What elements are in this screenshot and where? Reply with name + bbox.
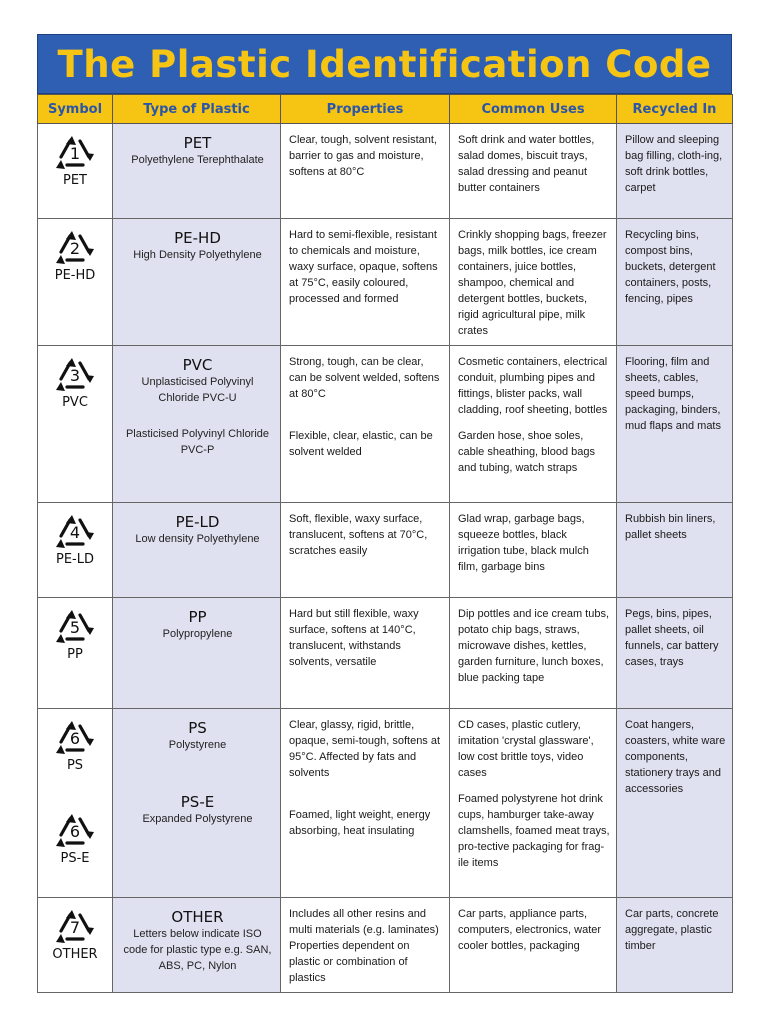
symbol-label: PP [67, 647, 83, 662]
uses-cell [450, 503, 617, 598]
header-uses: Common Uses [450, 95, 617, 124]
properties-cell [281, 124, 450, 219]
symbol-item [40, 717, 110, 774]
properties-cell [281, 346, 450, 503]
header-symbol: Symbol [38, 95, 113, 124]
type-cell [113, 346, 281, 503]
recycled-text: Pegs, bins, pipes, pallet sheets, oil funnels, car battery cases, trays [625, 608, 719, 668]
symbol-item [40, 606, 110, 663]
type-name: PS [188, 719, 207, 737]
type-block [121, 513, 274, 547]
type-name: PE-LD [175, 513, 220, 531]
symbol-label: PE-HD [54, 268, 96, 283]
symbol-item [40, 511, 110, 568]
symbol-cell [38, 346, 113, 503]
uses-cell [450, 124, 617, 219]
title-bar [37, 34, 732, 94]
recycle-triangle-icon [52, 227, 98, 267]
recycled-text: Car parts, concrete aggregate, plastic timber [625, 908, 719, 952]
header-row [38, 95, 733, 124]
type-desc: Polyethylene Terephthalate [131, 154, 264, 166]
type-name: PS-E [180, 793, 215, 811]
properties-text: Soft, flexible, waxy surface, translucent, softens at 70°C, scratches easily [289, 513, 428, 557]
type-desc: Expanded Polystyrene [142, 813, 253, 825]
table-body [38, 124, 733, 993]
recycled-cell [617, 598, 733, 709]
properties-text: Hard to semi-flexible, resistant to chemicals and moisture, waxy surface, opaque, softens at 75°C, easily coloured, processed and formed [289, 229, 438, 305]
recycled-text: Recycling bins, compost bins, buckets, detergent containers, posts, fencing, pipes [625, 229, 716, 305]
type-cell [113, 709, 281, 898]
recycle-number: 1 [69, 144, 81, 163]
type-block [121, 908, 274, 974]
type-desc: Plasticised Polyvinyl Chloride PVC-P [125, 428, 270, 456]
type-block [121, 608, 274, 642]
properties-text: Clear, glassy, rigid, brittle, opaque, semi-tough, softens at 95°C. Affected by fats and solvents [289, 719, 441, 779]
properties-text: Flexible, clear, elastic, can be solvent welded [289, 430, 433, 458]
recycle-number: 6 [69, 822, 81, 841]
symbol-label: OTHER [52, 947, 98, 962]
properties-cell [281, 709, 450, 898]
recycled-text: Rubbish bin liners, pallet sheets [625, 513, 716, 541]
uses-text: Cosmetic containers, electrical conduit, plumbing pipes and fittings, blister packs, wall cladding, roof sheeting, bottles [458, 356, 608, 416]
type-desc: High Density Polyethylene [133, 249, 262, 261]
type-name: PET [183, 134, 212, 152]
recycle-triangle-icon [52, 511, 98, 551]
uses-cell [450, 598, 617, 709]
symbol-label: PS-E [60, 851, 90, 866]
properties-text: Includes all other resins and multi materials (e.g. laminates) Properties dependent on plastic or combination of plastics [289, 908, 439, 984]
recycled-text: Flooring, film and sheets, cables, speed bumps, packaging, binders, mud flaps and mats [625, 356, 721, 432]
type-name: OTHER [171, 908, 224, 926]
symbol-label: PET [63, 173, 87, 188]
properties-cell [281, 503, 450, 598]
symbol-item [40, 354, 110, 411]
type-cell [113, 598, 281, 709]
type-desc: Low density Polyethylene [135, 533, 260, 545]
symbol-cell [38, 898, 113, 993]
table-row [38, 219, 733, 346]
symbol-cell [38, 124, 113, 219]
type-name: PE-HD [174, 229, 221, 247]
recycle-number: 6 [69, 729, 81, 748]
header-properties: Properties [281, 95, 450, 124]
header-recycled: Recycled In [617, 95, 733, 124]
recycled-text: Coat hangers, coasters, white ware components, stationery trays and accessories [625, 719, 726, 795]
symbol-label: PS [66, 758, 84, 773]
uses-cell [450, 219, 617, 346]
table-row [38, 898, 733, 993]
properties-cell [281, 898, 450, 993]
uses-text: Dip pottles and ice cream tubs, potato chip bags, straws, microwave dishes, kettles, garden furniture, lunch boxes, blue packing tape [458, 608, 610, 684]
type-desc: Unplasticised Polyvinyl Chloride PVC-U [141, 376, 254, 404]
type-cell [113, 503, 281, 598]
symbol-cell [38, 598, 113, 709]
properties-cell [281, 598, 450, 709]
type-desc: Polystyrene [168, 739, 227, 751]
plastic-code-sheet [37, 34, 732, 993]
uses-text: Crinkly shopping bags, freezer bags, milk bottles, ice cream containers, juice bottles, shampoo, chemical and detergent bottles, buckets, rigid agricultural pipe, milk crates [458, 229, 607, 337]
recycle-triangle-icon [52, 354, 98, 394]
properties-text: Foamed, light weight, energy absorbing, heat insulating [289, 809, 431, 837]
recycled-cell [617, 219, 733, 346]
uses-text: Foamed polystyrene hot drink cups, hamburger take-away clamshells, foamed meat trays, pro-tective packaging for frag-ile items [458, 793, 610, 869]
table-row [38, 709, 733, 898]
type-block [121, 229, 274, 263]
uses-cell [450, 709, 617, 898]
type-cell [113, 898, 281, 993]
plastic-code-table [37, 94, 733, 993]
recycled-cell [617, 346, 733, 503]
uses-text: Glad wrap, garbage bags, squeeze bottles, black irrigation tube, black mulch film, garbage bins [458, 513, 589, 573]
properties-text: Hard but still flexible, waxy surface, softens at 140°C, translucent, withstands solvents, versatile [289, 608, 419, 668]
type-name: PVC [182, 356, 213, 374]
recycle-triangle-icon [52, 132, 98, 172]
type-block [121, 134, 274, 168]
recycle-number: 4 [69, 523, 81, 542]
properties-cell [281, 219, 450, 346]
table-row [38, 503, 733, 598]
recycled-cell [617, 898, 733, 993]
symbol-cell [38, 503, 113, 598]
recycled-cell [617, 503, 733, 598]
recycle-number: 7 [69, 918, 81, 937]
header-type: Type of Plastic [113, 95, 281, 124]
recycle-triangle-icon [52, 906, 98, 946]
type-desc: Letters below indicate ISO code for plastic type e.g. SAN, ABS, PC, Nylon [123, 928, 272, 972]
uses-text: Soft drink and water bottles, salad domes, biscuit trays, salad dressing and peanut butter containers [458, 134, 595, 194]
recycle-number: 5 [69, 618, 81, 637]
properties-text: Strong, tough, can be clear, can be solvent welded, softens at 80°C [289, 356, 440, 400]
recycled-text: Pillow and sleeping bag filling, cloth-ing, soft drink bottles, carpet [625, 134, 723, 194]
symbol-spacer [40, 774, 110, 810]
symbol-label: PVC [62, 395, 88, 410]
type-name: PP [188, 608, 207, 626]
recycled-cell [617, 124, 733, 219]
page-title: The Plastic Identification Code [57, 42, 712, 86]
recycle-triangle-icon [52, 810, 98, 850]
table-row [38, 346, 733, 503]
recycle-number: 2 [69, 239, 81, 258]
symbol-item [40, 810, 110, 867]
type-block [121, 719, 274, 753]
recycled-cell [617, 709, 733, 898]
symbol-label: PE-LD [56, 552, 94, 567]
symbol-cell [38, 709, 113, 898]
properties-text: Clear, tough, solvent resistant, barrier to gas and moisture, softens at 80°C [289, 134, 437, 178]
table-row [38, 124, 733, 219]
type-cell [113, 124, 281, 219]
uses-cell [450, 346, 617, 503]
uses-cell [450, 898, 617, 993]
table-row [38, 598, 733, 709]
uses-text: Car parts, appliance parts, computers, electronics, water cooler bottles, packaging [458, 908, 602, 952]
type-block [121, 793, 274, 827]
uses-text: Garden hose, shoe soles, cable sheathing, blood bags and tubing, watch straps [458, 430, 595, 474]
recycle-triangle-icon [52, 606, 98, 646]
symbol-item [40, 227, 110, 284]
uses-text: CD cases, plastic cutlery, imitation 'crystal glassware', low cost brittle toys, video cases [458, 719, 594, 779]
recycle-number: 3 [69, 366, 81, 385]
type-desc: Polypropylene [162, 628, 233, 640]
recycle-triangle-icon [52, 717, 98, 757]
type-cell [113, 219, 281, 346]
type-block [121, 356, 274, 406]
type-block [121, 426, 274, 458]
symbol-item [40, 906, 110, 963]
symbol-cell [38, 219, 113, 346]
symbol-item [40, 132, 110, 189]
